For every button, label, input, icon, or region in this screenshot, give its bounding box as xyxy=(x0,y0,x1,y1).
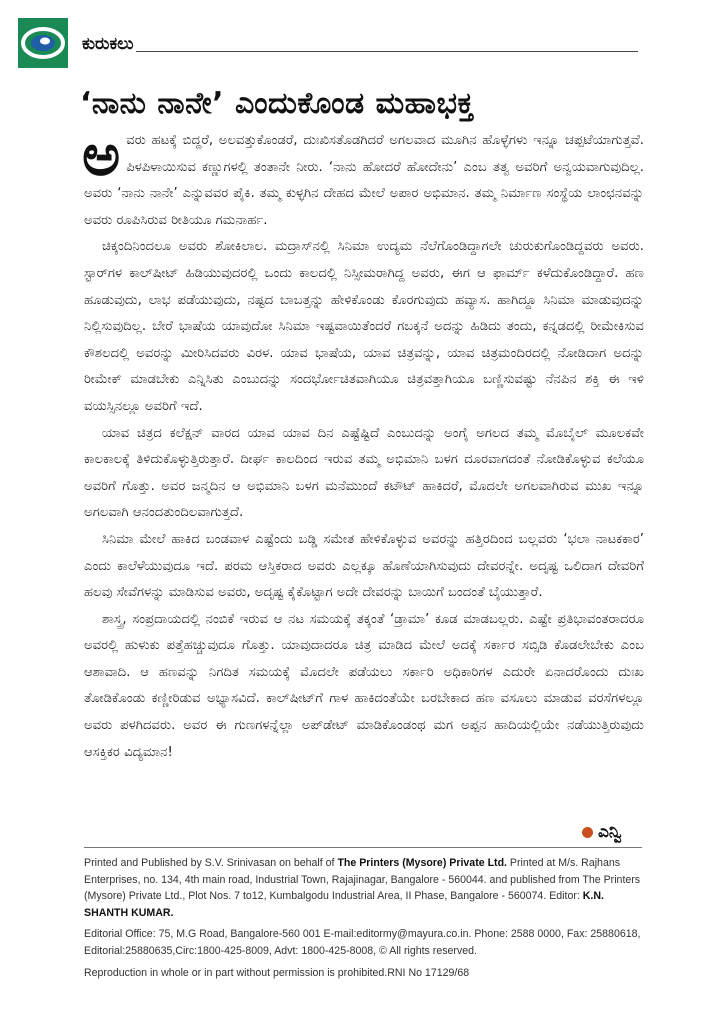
article-paragraph: ಚಿಕ್ಕಂದಿನಿಂದಲೂ ಅವರು ಶೋಕಿಲಾಲ. ಮದ್ರಾಸ್‌ನಲ್ಲಿ ಸಿನಿಮಾ ಉದ್ಯಮ ನೆಲೆಗೊಂಡಿದ್ದಾಗಲೇ ಚುರುಕುಗೊಂಡಿದ್ದವರು ಅವರು. ಸ್ಟಾರ್‌ಗಳ ಕಾಲ್‌ಷೀಟ್ ಹಿಡಿಯುವುದರಲ್ಲಿ ಒಂದು ಕಾಲದಲ್ಲಿ ನಿಸ್ಸೀಮರಾಗಿದ್ದ ಅವರು, ಈಗ ಆ ಫಾರ್ಮ್ ಕಳೆದುಕೊಂಡಿದ್ದಾರೆ. ಹಣ ಹೂಡುವುದು, ಲಾಭ ಪಡೆಯುವುದು, ನಷ್ಟದ ಬಾಬತ್ತನ್ನು ಹೇಳಿಕೊಂಡು ಕೊರಗುವುದು ಹವ್ಯಾಸ. ಹಾಗಿದ್ದೂ ಸಿನಿಮಾ ಮಾಡುವುದನ್ನು ನಿಲ್ಲಿಸುವುದಿಲ್ಲ. ಬೇರೆ ಭಾಷೆಯ ಯಾವುದೋ ಸಿನಿಮಾ ಇಷ್ಟವಾಯಿತೆಂದರೆ ಗಬಕ್ಕನೆ ಅದನ್ನು ಹಿಡಿದು ತಂದು, ಕನ್ನಡದಲ್ಲಿ ರೀಮೇಕಿಸುವ ಕೌಶಲದಲ್ಲಿ ಅವರನ್ನು ಮೀರಿಸಿದವರು ವಿರಳ. ಯಾವ ಭಾಷೆಯ, ಯಾವ ಚಿತ್ರವನ್ನು, ಯಾವ ಚಿತ್ರಮಂದಿರದಲ್ಲಿ ನೋಡಿದಾಗ ಅದನ್ನು ರೀಮೇಕ್ ಮಾಡಬೇಕು ಎನ್ನಿಸಿತು ಎಂಬುದನ್ನು ಸಂದರ್ಭೋಚಿತವಾಗಿಯೂ ಚಿತ್ರವತ್ತಾಗಿಯೂ ಬಣ್ಣಿಸುವಷ್ಟು ನೆನಪಿನ ಶಕ್ತಿ ಈ ಇಳಿ ವಯಸ್ಸಿನಲ್ಲೂ ಅವರಿಗೆ ಇದೆ. xyxy=(84,239,644,414)
paragraph-text: ವರು ಹಟಕ್ಕೆ ಬಿದ್ದರೆ, ಅಲವತ್ತುಕೊಂಡರೆ, ದುಃಖಿಸತೊಡಗಿದರೆ ಅಗಲವಾದ ಮೂಗಿನ ಹೊಳ್ಳೆಗಳು ಇನ್ನೂ ಚಪ್ಪಟೆಯಾಗುತ್ತವೆ. ಪಿಳಪಿಳಾಯಿಸುವ ಕಣ್ಣುಗಳಲ್ಲಿ ತಂತಾನೇ ನೀರು. ‘ನಾನು ಹೋದರೆ ಹೋದೇನು’ ಎಂಬ ತತ್ವ ಅವರಿಗೆ ಅನ್ವಯವಾಗುವುದಿಲ್ಲ. ಅವರು ‘ನಾನು ನಾನೇ’ ಎನ್ನುವವರ ಪೈಕಿ. ತಮ್ಮ ಕುಳ್ಳಗಿನ ದೇಹದ ಮೇಲೆ ಅಪಾರ ಅಭಿಮಾನ. ತಮ್ಮ ನಿರ್ಮಾಣ ಸಂಸ್ಥೆಯ ಲಾಂಛನವನ್ನು ಅವರು ರೂಪಿಸಿರುವ ರೀತಿಯೂ ಗಮನಾರ್ಹ. xyxy=(84,133,644,228)
section-label: ಕುರುಕಲು xyxy=(82,34,134,54)
article-body xyxy=(82,121,644,766)
bullet-dot-icon xyxy=(582,827,593,838)
imprint-footer xyxy=(84,855,644,986)
printer-address: Printed at M/s. Rajhans Enterprises, no. 134, 4th main road, Industrial Town, Rajajinagar, Bangalore - 560044. and published from The Printers (Mysore) Private Ltd., Plot Nos. 7 to12, Kumbalgodu Industrial Area, II Phase, Bangalore - 560074. Editor: xyxy=(84,857,641,903)
footer-divider xyxy=(84,847,642,848)
printer-info xyxy=(84,855,644,921)
editorial-office: Editorial Office: 75, M.G Road, Bangalore-560 001 E-mail:editormy@mayura.co.in. Phone: 2588 0000, Fax: 25880618, Editorial:25880635,Circ:1800-425-8009, Advt: 1800-425-8008, © All rights reserved. xyxy=(84,928,641,957)
article-title: ‘ನಾನು ನಾನೇ’ ಎಂದುಕೊಂಡ ಮಹಾಭಕ್ತ xyxy=(80,86,475,121)
drop-cap: ಅ xyxy=(82,121,121,189)
printer-company: The Printers (Mysore) Private Ltd. xyxy=(337,857,507,869)
article-paragraph: ಸಿನಿಮಾ ಮೇಲೆ ಹಾಕಿದ ಬಂಡವಾಳ ಎಷ್ಟೆಂದು ಬಡ್ಡಿ ಸಮೇತ ಹೇಳಿಕೊಳ್ಳುವ ಅವರನ್ನು ಹತ್ತಿರದಿಂದ ಬಲ್ಲವರು ‘ಭಲಾ ನಾಟಕಕಾರ’ ಎಂದು ಕಾಲೆಳೆಯುವುದೂ ಇದೆ. ಪರಮ ಆಸ್ತಿಕರಾದ ಅವರು ಎಲ್ಲಕ್ಕೂ ಹೊಣೆಯಾಗಿಸುವುದು ದೇವರನ್ನೇ. ಅದೃಷ್ಟ ಒಲಿದಾಗ ದೇವರಿಗೆ ಹಲವು ಸೇವೆಗಳನ್ನು ಮಾಡಿಸುವ ಅವರು, ಅದೃಷ್ಟ ಕೈಕೊಟ್ಟಾಗ ಅದೇ ದೇವರನ್ನು ಬಾಯಿಗೆ ಬಂದಂತೆ ಬೈಯುತ್ತಾರೆ. xyxy=(84,531,644,601)
page-header xyxy=(18,18,638,68)
printer-text: Printed and Published by S.V. Srinivasan on behalf of xyxy=(84,857,338,869)
author-signature xyxy=(582,822,621,842)
article-paragraph xyxy=(82,121,644,234)
reproduction-notice: Reproduction in whole or in part without permission is prohibited.RNI No 17129/68 xyxy=(84,966,470,979)
header-divider xyxy=(136,51,638,52)
article-paragraph: ಶಾಸ್ತ್ರ, ಸಂಪ್ರದಾಯದಲ್ಲಿ ನಂಬಿಕೆ ಇರುವ ಆ ನಟ ಸಮಯಕ್ಕೆ ತಕ್ಕಂತೆ ‘ಡ್ರಾಮಾ’ ಕೂಡ ಮಾಡಬಲ್ಲರು. ಎಷ್ಟೇ ಪ್ರತಿಭಾವಂತರಾದರೂ ಅವರಲ್ಲಿ ಹುಳುಕು ಪತ್ತೆಹಚ್ಚುವುದೂ ಗೊತ್ತು. ಯಾವುದಾದರೂ ಚಿತ್ರ ಮಾಡಿದ ಮೇಲೆ ಅದಕ್ಕೆ ಸರ್ಕಾರ ಸಬ್ಸಿಡಿ ಕೊಡಲೇಬೇಕು ಎಂಬ ಆಶಾವಾದಿ. ಆ ಹಣವನ್ನು ನಿಗದಿತ ಸಮಯಕ್ಕೆ ಮೊದಲೇ ಪಡೆಯಲು ಸರ್ಕಾರಿ ಅಧಿಕಾರಿಗಳ ಎದುರೇ ಏನಾದರೊಂದು ದುಃಖ ತೋಡಿಕೊಂಡು ಕಣ್ಣೀರಿಡುವ ಅಭ್ಯಾಸವಿದೆ. ಕಾಲ್‌ಷೀಟ್‌ಗೆ ಗಾಳ ಹಾಕಿದಂತೆಯೇ ಬರಬೇಕಾದ ಹಣ ವಸೂಲು ಮಾಡುವ ವರಸೆಗಳಲ್ಲೂ ಅವರು ಪಳಗಿದವರು. ಅವರ ಈ ಗುಣಗಳನ್ನೆಲ್ಲಾ ಅಪ್‌ಡೇಟ್ ಮಾಡಿಕೊಂಡಂಥ ಮಗ ಅಪ್ಪನ ಹಾದಿಯಲ್ಲಿಯೇ ನಡೆಯುತ್ತಿರುವುದು ಆಸಕ್ತಿಕರ ವಿದ್ಯಮಾನ! xyxy=(84,611,644,760)
article-paragraph: ಯಾವ ಚಿತ್ರದ ಕಲೆಕ್ಷನ್ ವಾರದ ಯಾವ ಯಾವ ದಿನ ಎಷ್ಟೆಷ್ಟಿದೆ ಎಂಬುದನ್ನು ಅಂಗೈ ಅಗಲದ ತಮ್ಮ ಮೊಬೈಲ್ ಮೂಲಕವೇ ಕಾಲಕಾಲಕ್ಕೆ ತಿಳಿದುಕೊಳ್ಳುತ್ತಿರುತ್ತಾರೆ. ದೀರ್ಘ ಕಾಲದಿಂದ ಇರುವ ತಮ್ಮ ಅಭಿಮಾನಿ ಬಳಗ ದೂರವಾಗದಂತೆ ನೋಡಿಕೊಳ್ಳುವ ಕಲೆಯೂ ಅವರಿಗೆ ಗೊತ್ತು. ಅವರ ಜನ್ಮದಿನ ಆ ಅಭಿಮಾನಿ ಬಳಗ ಮನೆಮುಂದೆ ಕಟೌಟ್ ಹಾಕಿದರೆ, ಮೊದಲೇ ಅಗಲವಾಗಿರುವ ಮುಖ ಇನ್ನೂ ಅಗಲವಾಗಿ ಆನಂದತುಂದಿಲವಾಗುತ್ತದೆ. xyxy=(84,425,644,521)
editor-name: K.N. SHANTH KUMAR. xyxy=(84,890,604,919)
author-name: ಎನ್ವಿ xyxy=(598,822,622,842)
magazine-logo-icon xyxy=(18,18,68,68)
